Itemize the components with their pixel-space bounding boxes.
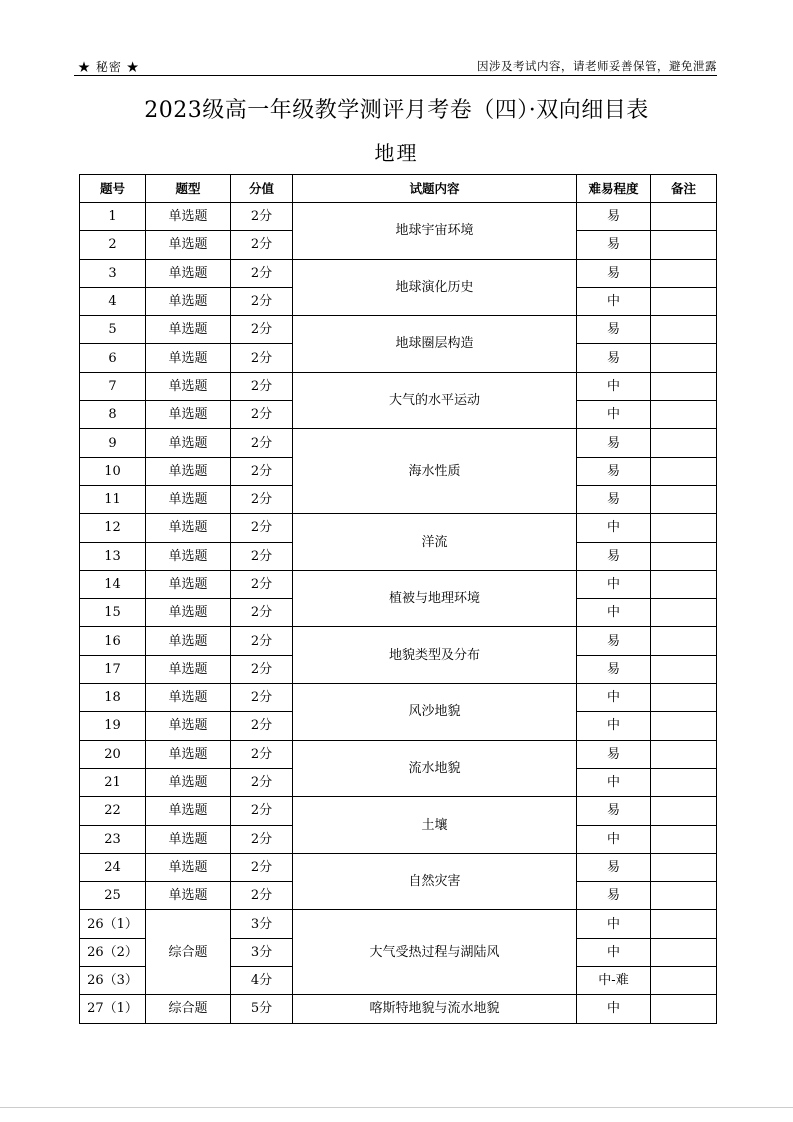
question-type-cell: 单选题 xyxy=(146,401,231,429)
content-cell: 地球圈层构造 xyxy=(293,316,577,373)
difficulty-cell: 中-难 xyxy=(577,967,651,995)
remarks-cell xyxy=(651,967,717,995)
question-number-cell: 15 xyxy=(80,599,146,627)
question-number-cell: 13 xyxy=(80,542,146,570)
content-cell: 海水性质 xyxy=(293,429,577,514)
question-number-cell: 6 xyxy=(80,344,146,372)
question-number-cell: 25 xyxy=(80,882,146,910)
question-number-cell: 23 xyxy=(80,825,146,853)
difficulty-cell: 中 xyxy=(577,768,651,796)
table-row xyxy=(80,910,717,938)
subject-title: 地理 xyxy=(374,141,419,165)
question-type-cell: 单选题 xyxy=(146,231,231,259)
remarks-cell xyxy=(651,344,717,372)
table-row xyxy=(80,797,717,825)
score-cell: 2分 xyxy=(231,514,293,542)
difficulty-cell: 易 xyxy=(577,627,651,655)
table-row xyxy=(80,853,717,881)
remarks-cell xyxy=(651,599,717,627)
remarks-cell xyxy=(651,768,717,796)
table-row xyxy=(80,684,717,712)
question-number-cell: 20 xyxy=(80,740,146,768)
table-row xyxy=(80,203,717,231)
table-row xyxy=(80,740,717,768)
difficulty-cell: 易 xyxy=(577,259,651,287)
question-number-cell: 11 xyxy=(80,485,146,513)
score-cell: 2分 xyxy=(231,203,293,231)
content-cell: 植被与地理环境 xyxy=(293,570,577,627)
remarks-cell xyxy=(651,429,717,457)
difficulty-cell: 易 xyxy=(577,316,651,344)
difficulty-cell: 易 xyxy=(577,231,651,259)
score-cell: 2分 xyxy=(231,853,293,881)
remarks-cell xyxy=(651,627,717,655)
score-cell: 2分 xyxy=(231,401,293,429)
question-type-cell: 单选题 xyxy=(146,542,231,570)
difficulty-cell: 易 xyxy=(577,344,651,372)
question-number-cell: 19 xyxy=(80,712,146,740)
table-row xyxy=(80,627,717,655)
difficulty-cell: 中 xyxy=(577,287,651,315)
question-type-cell: 单选题 xyxy=(146,882,231,910)
difficulty-cell: 中 xyxy=(577,514,651,542)
score-cell: 2分 xyxy=(231,740,293,768)
score-cell: 4分 xyxy=(231,967,293,995)
question-type-cell: 综合题 xyxy=(146,910,231,995)
remarks-cell xyxy=(651,938,717,966)
column-header-remarks: 备注 xyxy=(651,175,717,203)
score-cell: 3分 xyxy=(231,938,293,966)
content-cell: 风沙地貌 xyxy=(293,684,577,741)
score-cell: 2分 xyxy=(231,825,293,853)
remarks-cell xyxy=(651,542,717,570)
difficulty-cell: 中 xyxy=(577,712,651,740)
score-cell: 2分 xyxy=(231,797,293,825)
question-number-cell: 2 xyxy=(80,231,146,259)
table-row xyxy=(80,514,717,542)
score-cell: 2分 xyxy=(231,485,293,513)
page-bottom-line xyxy=(0,1107,793,1108)
question-type-cell: 单选题 xyxy=(146,485,231,513)
difficulty-cell: 中 xyxy=(577,684,651,712)
difficulty-cell: 易 xyxy=(577,882,651,910)
remarks-cell xyxy=(651,287,717,315)
question-number-cell: 26（1） xyxy=(80,910,146,938)
score-cell: 2分 xyxy=(231,655,293,683)
remarks-cell xyxy=(651,712,717,740)
remarks-cell xyxy=(651,514,717,542)
question-number-cell: 22 xyxy=(80,797,146,825)
score-cell: 2分 xyxy=(231,259,293,287)
question-type-cell: 单选题 xyxy=(146,429,231,457)
table-body xyxy=(80,203,717,1024)
score-cell: 2分 xyxy=(231,287,293,315)
question-type-cell: 单选题 xyxy=(146,457,231,485)
question-type-cell: 单选题 xyxy=(146,259,231,287)
question-number-cell: 26（3） xyxy=(80,967,146,995)
difficulty-cell: 易 xyxy=(577,457,651,485)
header-divider xyxy=(74,75,717,76)
remarks-cell xyxy=(651,853,717,881)
difficulty-cell: 易 xyxy=(577,740,651,768)
remarks-cell xyxy=(651,372,717,400)
question-number-cell: 4 xyxy=(80,287,146,315)
question-number-cell: 17 xyxy=(80,655,146,683)
table-row xyxy=(80,316,717,344)
specification-table xyxy=(79,174,717,1024)
score-cell: 2分 xyxy=(231,542,293,570)
question-type-cell: 综合题 xyxy=(146,995,231,1023)
difficulty-cell: 易 xyxy=(577,797,651,825)
remarks-cell xyxy=(651,740,717,768)
question-number-cell: 14 xyxy=(80,570,146,598)
question-number-cell: 27（1） xyxy=(80,995,146,1023)
question-number-cell: 5 xyxy=(80,316,146,344)
question-type-cell: 单选题 xyxy=(146,797,231,825)
question-type-cell: 单选题 xyxy=(146,655,231,683)
question-number-cell: 26（2） xyxy=(80,938,146,966)
column-header-difficulty: 难易程度 xyxy=(577,175,651,203)
question-number-cell: 7 xyxy=(80,372,146,400)
question-type-cell: 单选题 xyxy=(146,825,231,853)
document-title: 2023级高一年级教学测评月考卷（四）·双向细目表 xyxy=(144,98,649,123)
remarks-cell xyxy=(651,457,717,485)
question-number-cell: 3 xyxy=(80,259,146,287)
score-cell: 2分 xyxy=(231,429,293,457)
score-cell: 2分 xyxy=(231,599,293,627)
question-type-cell: 单选题 xyxy=(146,853,231,881)
remarks-cell xyxy=(651,910,717,938)
remarks-cell xyxy=(651,882,717,910)
question-type-cell: 单选题 xyxy=(146,599,231,627)
difficulty-cell: 中 xyxy=(577,825,651,853)
remarks-cell xyxy=(651,570,717,598)
difficulty-cell: 易 xyxy=(577,853,651,881)
question-type-cell: 单选题 xyxy=(146,740,231,768)
question-type-cell: 单选题 xyxy=(146,344,231,372)
remarks-cell xyxy=(651,825,717,853)
table-row xyxy=(80,570,717,598)
content-cell: 大气的水平运动 xyxy=(293,372,577,429)
question-type-cell: 单选题 xyxy=(146,684,231,712)
score-cell: 2分 xyxy=(231,344,293,372)
column-header-type: 题型 xyxy=(146,175,231,203)
question-number-cell: 9 xyxy=(80,429,146,457)
remarks-cell xyxy=(651,316,717,344)
score-cell: 2分 xyxy=(231,570,293,598)
question-type-cell: 单选题 xyxy=(146,627,231,655)
column-header-content: 试题内容 xyxy=(293,175,577,203)
table-row xyxy=(80,259,717,287)
difficulty-cell: 中 xyxy=(577,372,651,400)
remarks-cell xyxy=(651,995,717,1023)
question-number-cell: 24 xyxy=(80,853,146,881)
table-row xyxy=(80,372,717,400)
confidential-mark: ★ 秘密 ★ xyxy=(78,60,140,74)
question-type-cell: 单选题 xyxy=(146,712,231,740)
content-cell: 自然灾害 xyxy=(293,853,577,910)
difficulty-cell: 易 xyxy=(577,485,651,513)
score-cell: 2分 xyxy=(231,316,293,344)
content-cell: 大气受热过程与湖陆风 xyxy=(293,910,577,995)
question-number-cell: 12 xyxy=(80,514,146,542)
table-header-row xyxy=(80,175,717,203)
table-row xyxy=(80,429,717,457)
difficulty-cell: 中 xyxy=(577,599,651,627)
score-cell: 2分 xyxy=(231,768,293,796)
content-cell: 流水地貌 xyxy=(293,740,577,797)
difficulty-cell: 易 xyxy=(577,542,651,570)
difficulty-cell: 易 xyxy=(577,655,651,683)
remarks-cell xyxy=(651,203,717,231)
remarks-cell xyxy=(651,655,717,683)
question-type-cell: 单选题 xyxy=(146,372,231,400)
question-number-cell: 1 xyxy=(80,203,146,231)
question-number-cell: 21 xyxy=(80,768,146,796)
score-cell: 2分 xyxy=(231,712,293,740)
question-number-cell: 16 xyxy=(80,627,146,655)
table-row xyxy=(80,995,717,1023)
content-cell: 地球演化历史 xyxy=(293,259,577,316)
difficulty-cell: 中 xyxy=(577,910,651,938)
question-type-cell: 单选题 xyxy=(146,570,231,598)
difficulty-cell: 易 xyxy=(577,429,651,457)
remarks-cell xyxy=(651,401,717,429)
question-number-cell: 10 xyxy=(80,457,146,485)
question-type-cell: 单选题 xyxy=(146,514,231,542)
column-header-score: 分值 xyxy=(231,175,293,203)
question-type-cell: 单选题 xyxy=(146,287,231,315)
score-cell: 5分 xyxy=(231,995,293,1023)
remarks-cell xyxy=(651,231,717,259)
content-cell: 土壤 xyxy=(293,797,577,854)
remarks-cell xyxy=(651,259,717,287)
score-cell: 2分 xyxy=(231,231,293,259)
score-cell: 2分 xyxy=(231,372,293,400)
difficulty-cell: 中 xyxy=(577,401,651,429)
difficulty-cell: 中 xyxy=(577,938,651,966)
score-cell: 3分 xyxy=(231,910,293,938)
question-type-cell: 单选题 xyxy=(146,768,231,796)
question-type-cell: 单选题 xyxy=(146,316,231,344)
confidentiality-note: 因涉及考试内容，请老师妥善保管，避免泄露 xyxy=(477,59,717,73)
difficulty-cell: 中 xyxy=(577,995,651,1023)
question-number-cell: 18 xyxy=(80,684,146,712)
score-cell: 2分 xyxy=(231,882,293,910)
score-cell: 2分 xyxy=(231,627,293,655)
score-cell: 2分 xyxy=(231,457,293,485)
difficulty-cell: 中 xyxy=(577,570,651,598)
content-cell: 地球宇宙环境 xyxy=(293,203,577,260)
content-cell: 洋流 xyxy=(293,514,577,571)
content-cell: 喀斯特地貌与流水地貌 xyxy=(293,995,577,1023)
content-cell: 地貌类型及分布 xyxy=(293,627,577,684)
question-number-cell: 8 xyxy=(80,401,146,429)
score-cell: 2分 xyxy=(231,684,293,712)
difficulty-cell: 易 xyxy=(577,203,651,231)
remarks-cell xyxy=(651,797,717,825)
column-header-number: 题号 xyxy=(80,175,146,203)
question-type-cell: 单选题 xyxy=(146,203,231,231)
remarks-cell xyxy=(651,684,717,712)
remarks-cell xyxy=(651,485,717,513)
